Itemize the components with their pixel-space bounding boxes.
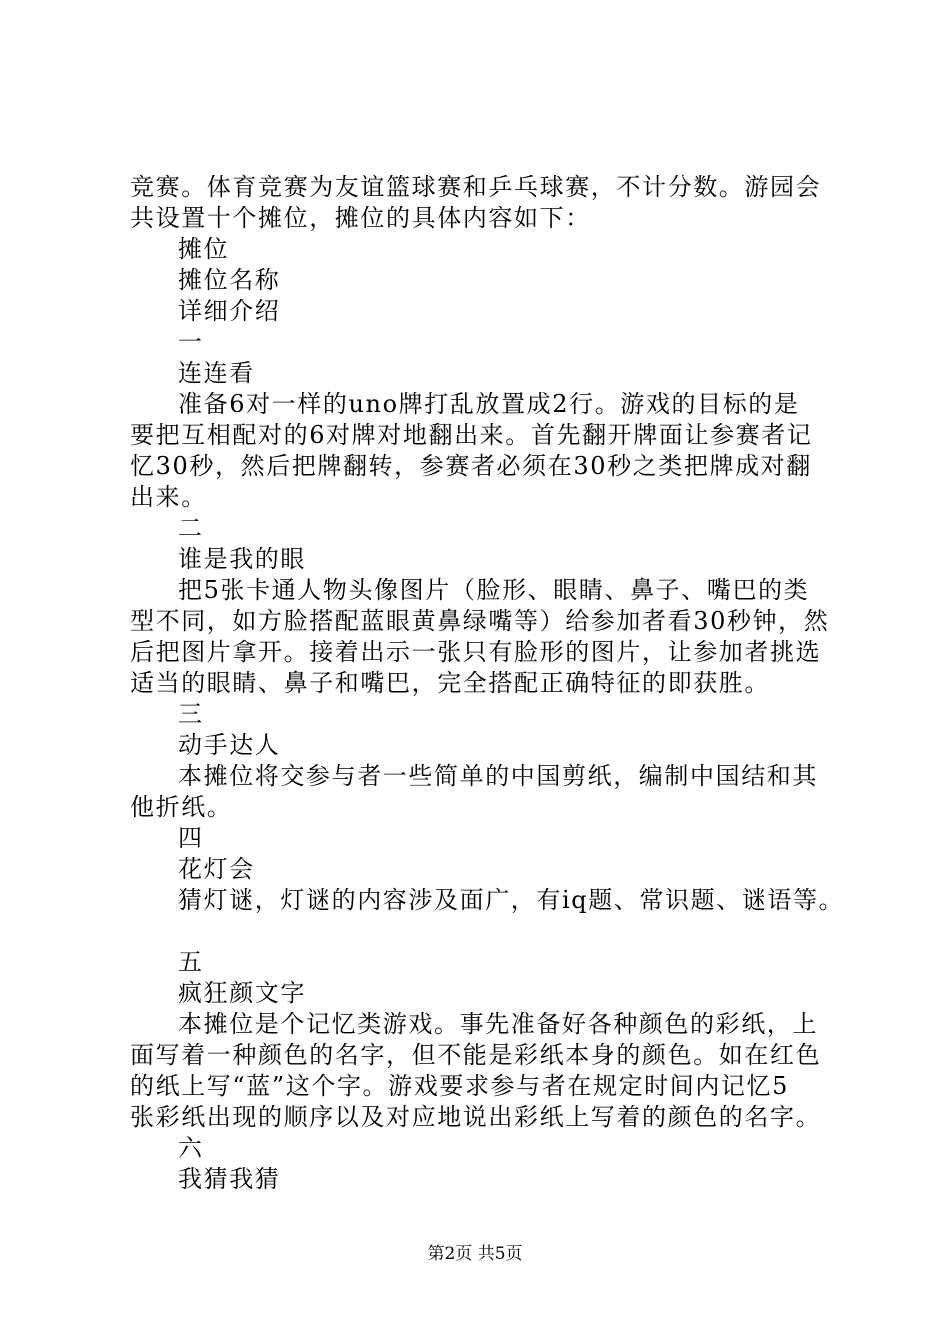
stall-description-line: 张彩纸出现的顺序以及对应地说出彩纸上写着的颜色的名字。 — [130, 1103, 822, 1131]
stall-description-line: 准备6对一样的uno牌打乱放置成2行。游戏的目标的是 — [178, 390, 800, 418]
stall-description-line: 后把图片拿开。接着出示一张只有脸形的图片，让参加者挑选 — [130, 638, 822, 666]
stall-name: 连连看 — [178, 359, 255, 387]
stall-name: 花灯会 — [178, 855, 255, 883]
stall-name: 谁是我的眼 — [178, 545, 306, 573]
page-number-footer: 第2页 共5页 — [427, 1244, 523, 1264]
stall-number: 一 — [178, 328, 204, 356]
stall-number: 五 — [178, 948, 204, 976]
stall-description-line: 忆30秒，然后把牌翻转，参赛者必须在30秒之类把牌成对翻 — [130, 452, 812, 480]
stall-number: 三 — [178, 700, 204, 728]
stall-description-line: 适当的眼睛、鼻子和嘴巴，完全搭配正确特征的即获胜。 — [130, 669, 770, 697]
stall-description-line: 本摊位将交参与者一些简单的中国剪纸，编制中国结和其 — [178, 762, 818, 790]
stall-name: 动手达人 — [178, 731, 281, 759]
stall-description-line: 把5张卡通人物头像图片（脸形、眼睛、鼻子、嘴巴的类 — [178, 576, 810, 604]
blank-line — [130, 916, 850, 947]
stall-name: 我猜我猜 — [178, 1165, 281, 1193]
stall-number: 六 — [178, 1134, 204, 1162]
stall-number: 二 — [178, 514, 204, 542]
stall-description-line: 猜灯谜，灯谜的内容涉及面广，有iq题、常识题、谜语等。 — [178, 886, 845, 914]
stall-description-line: 要把互相配对的6对牌对地翻出来。首先翻开牌面让参赛者记 — [130, 421, 813, 449]
stall-description-line: 他折纸。 — [130, 793, 233, 821]
table-header-details: 详细介绍 — [178, 297, 281, 325]
document-body — [130, 172, 850, 1195]
stall-description-line: 的纸上写“蓝”这个字。游戏要求参与者在规定时间内记忆5 — [130, 1072, 790, 1100]
stall-name: 疯狂颜文字 — [178, 979, 306, 1007]
stall-description-line: 出来。 — [130, 483, 207, 511]
stall-description-line: 型不同，如方脸搭配蓝眼黄鼻绿嘴等）给参加者看30秒钟，然 — [130, 607, 830, 635]
paragraph-line: 共设置十个摊位，摊位的具体内容如下： — [130, 204, 591, 232]
stall-number: 四 — [178, 824, 204, 852]
stall-description-line: 本摊位是个记忆类游戏。事先准备好各种颜色的彩纸，上 — [178, 1010, 818, 1038]
stall-description-line: 面写着一种颜色的名字，但不能是彩纸本身的颜色。如在红色 — [130, 1041, 822, 1069]
table-header-stall-name: 摊位名称 — [178, 266, 281, 294]
paragraph-line: 竞赛。体育竞赛为友谊篮球赛和乒乓球赛，不计分数。游园会 — [130, 173, 822, 201]
table-header-stall: 摊位 — [178, 235, 230, 263]
